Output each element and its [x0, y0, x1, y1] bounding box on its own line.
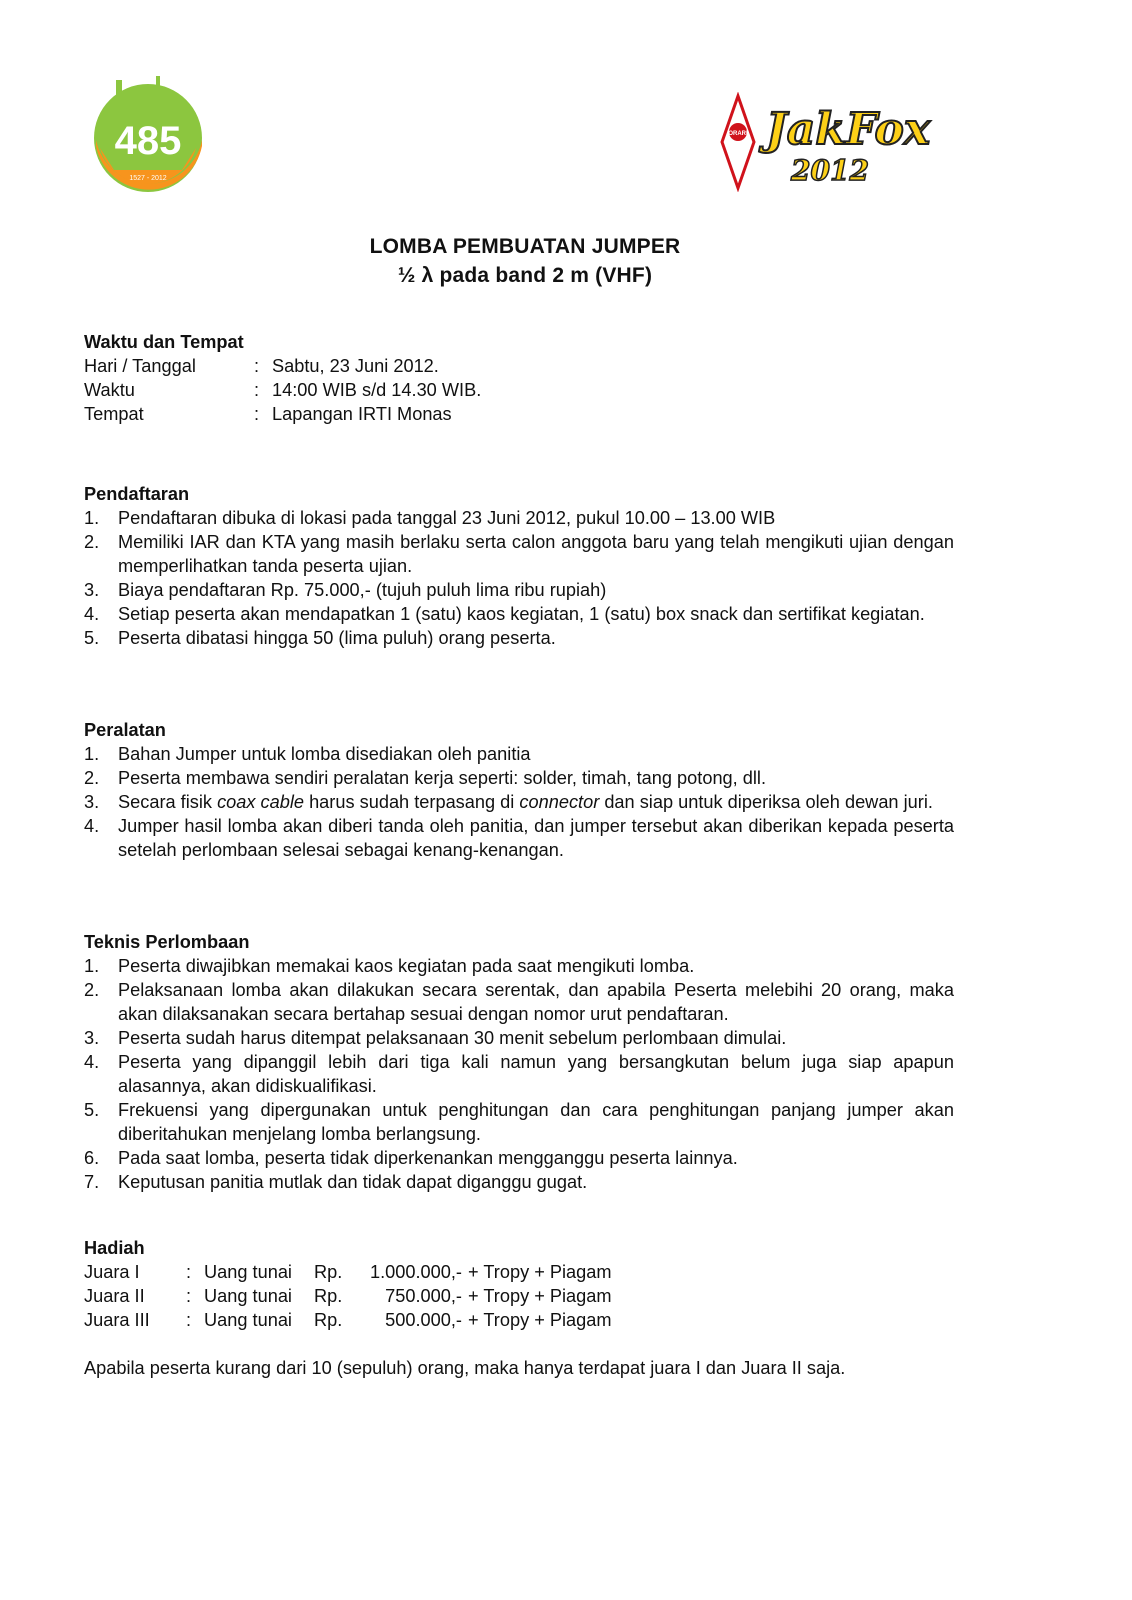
info-label: Tempat [84, 404, 144, 424]
list-item: 2. Memiliki IAR dan KTA yang masih berlaku serta calon anggota baru yang telah mengikuti ujian dengan memperlihatkan tanda peserta ujian. [84, 532, 954, 576]
info-value: 14:00 WIB s/d 14.30 WIB. [272, 380, 482, 400]
list-item: 4. Peserta yang dipanggil lebih dari tiga kali namun yang bersangkutan belum juga siap apapun alasannya, akan didiskualifikasi. [84, 1052, 954, 1096]
logo-years-text: 1527 - 2012 [129, 175, 167, 182]
section-peralatan [84, 718, 954, 862]
section-pendaftaran [84, 482, 954, 650]
title-line-2: ½ λ pada band 2 m (VHF) [397, 264, 653, 287]
info-sep: : [254, 380, 260, 400]
section-hadiah [84, 1236, 954, 1380]
section-teknis [84, 930, 954, 1194]
peralatan-list [84, 742, 954, 862]
list-item: 1. Pendaftaran dibuka di lokasi pada tanggal 23 Juni 2012, pukul 10.00 – 13.00 WIB [84, 508, 776, 528]
list-item: 3. Secara fisik coax cable harus sudah terpasang di connector dan siap untuk diperiksa oleh dewan juri. [84, 792, 933, 812]
info-row [84, 354, 954, 378]
info-sep: : [254, 356, 260, 376]
title-line-1: LOMBA PEMBUATAN JUMPER [369, 235, 681, 258]
info-sep: : [254, 404, 260, 424]
list-item: 2. Peserta membawa sendiri peralatan kerja seperti: solder, timah, tang potong, dll. [84, 768, 767, 788]
list-item: 1. Peserta diwajibkan memakai kaos kegiatan pada saat mengikuti lomba. [84, 956, 695, 976]
list-item: 4. Jumper hasil lomba akan diberi tanda oleh panitia, dan jumper tersebut akan diberikan kepada peserta setelah perlombaan selesai sebagai kenang-kenangan. [84, 816, 954, 860]
list-item: 7. Keputusan panitia mutlak dan tidak dapat diganggu gugat. [84, 1172, 588, 1192]
list-item: 5. Peserta dibatasi hingga 50 (lima puluh) orang peserta. [84, 628, 556, 648]
info-value: Sabtu, 23 Juni 2012. [272, 356, 439, 376]
document-title [0, 232, 1050, 290]
info-label: Waktu [84, 380, 135, 400]
section-heading: Waktu dan Tempat [84, 332, 244, 352]
info-row [84, 402, 954, 426]
list-item: 5. Frekuensi yang dipergunakan untuk penghitungan dan cara penghitungan panjang jumper akan diberitahukan menjelang lomba berlangsung. [84, 1100, 954, 1144]
section-heading: Teknis Perlombaan [84, 932, 250, 952]
hadiah-note: Apabila peserta kurang dari 10 (sepuluh) orang, maka hanya terdapat juara I dan Juara II saja. [84, 1358, 846, 1378]
teknis-list [84, 954, 954, 1194]
list-item: 4. Setiap peserta akan mendapatkan 1 (satu) kaos kegiatan, 1 (satu) box snack dan sertifikat kegiatan. [84, 604, 925, 624]
list-item: 3. Peserta sudah harus ditempat pelaksanaan 30 menit sebelum perlombaan dimulai. [84, 1028, 787, 1048]
info-value: Lapangan IRTI Monas [272, 404, 452, 424]
jakfox-2012-logo [720, 92, 950, 192]
prize-row: Juara II : Uang tunai Rp. 750.000,- + Tropy + Piagam [84, 1286, 612, 1306]
prize-row: Juara I : Uang tunai Rp. 1.000.000,- + Tropy + Piagam [84, 1262, 612, 1282]
logo-485-text: 485 [114, 119, 182, 163]
jakfox-year-text: 2012 [791, 154, 869, 187]
jakfox-brand-text: JakFox [765, 104, 931, 155]
info-row [84, 378, 954, 402]
list-item: 3. Biaya pendaftaran Rp. 75.000,- (tujuh puluh lima ribu rupiah) [84, 580, 607, 600]
list-item: 2. Pelaksanaan lomba akan dilakukan secara serentak, dan apabila Peserta melebihi 20 orang, maka akan dilaksanakan secara bertahap sesuai dengan nomor urut pendaftaran. [84, 980, 954, 1024]
section-heading: Hadiah [84, 1238, 145, 1258]
list-item: 1. Bahan Jumper untuk lomba disediakan oleh panitia [84, 744, 531, 764]
info-label: Hari / Tanggal [84, 356, 196, 376]
section-heading: Peralatan [84, 720, 166, 740]
orari-badge-text: ORARI [728, 131, 748, 137]
section-waktu-tempat [84, 330, 954, 426]
jakarta-485-logo [86, 70, 216, 200]
list-item: 6. Pada saat lomba, peserta tidak diperkenankan mengganggu peserta lainnya. [84, 1148, 738, 1168]
pendaftaran-list [84, 506, 954, 650]
prize-row: Juara III : Uang tunai Rp. 500.000,- + Tropy + Piagam [84, 1310, 612, 1330]
section-heading: Pendaftaran [84, 484, 190, 504]
